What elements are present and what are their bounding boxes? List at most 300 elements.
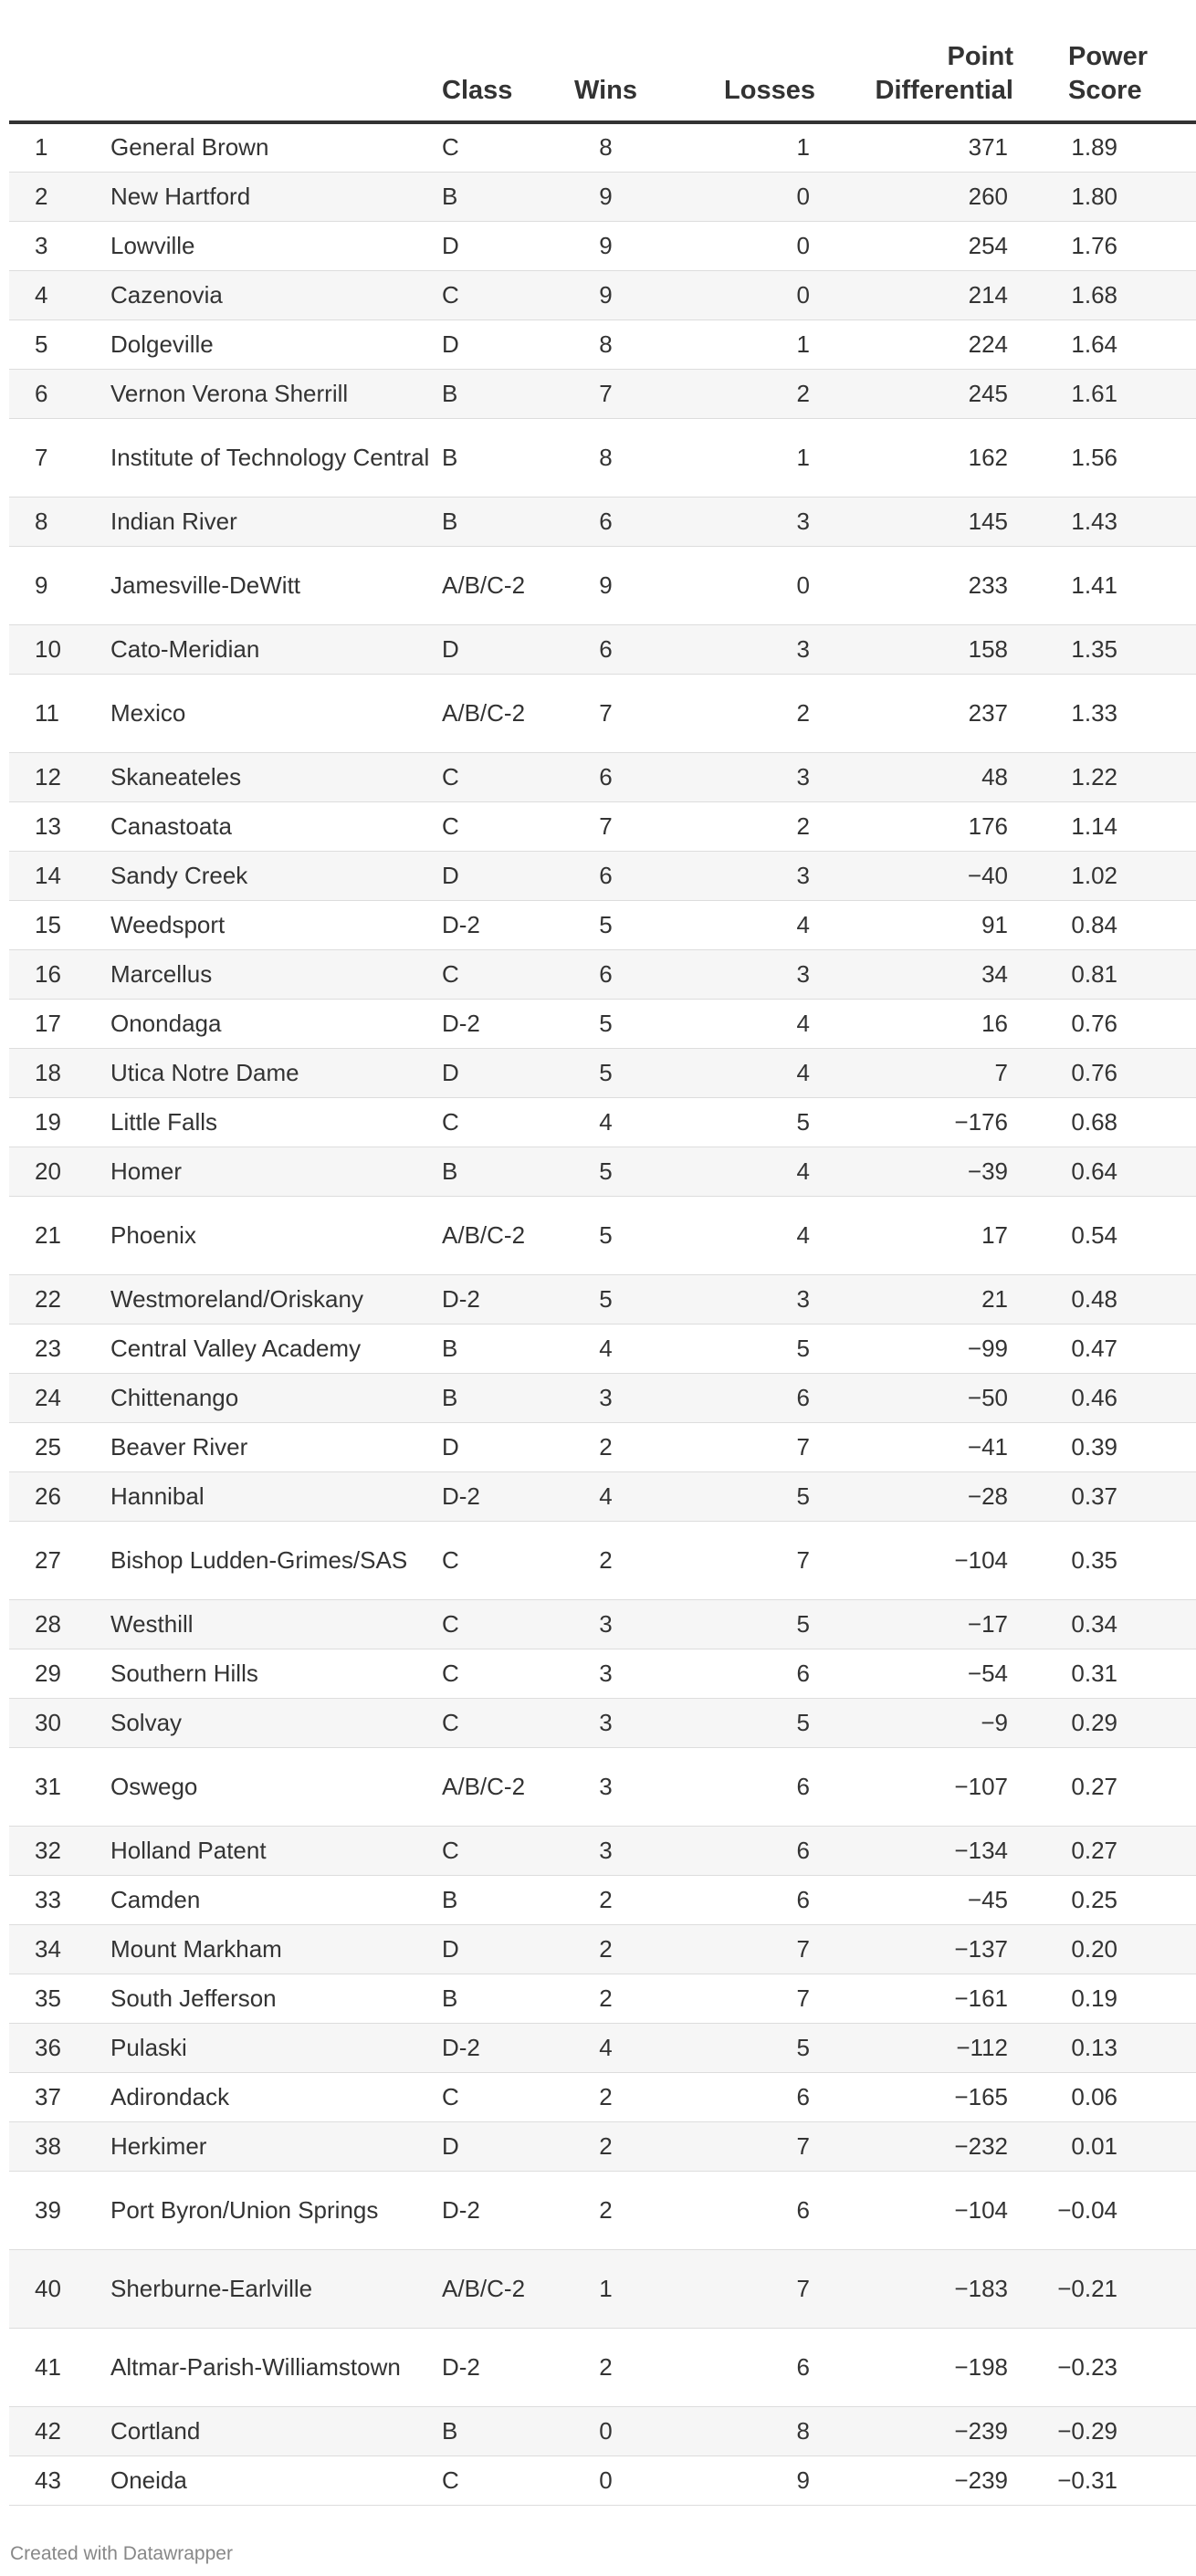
team-cell: Canastoata [110, 812, 232, 840]
class-cell: D-2 [442, 2352, 480, 2381]
wins-cell: 3 [599, 1383, 613, 1411]
table-row [9, 1048, 1196, 1097]
point-differential-cell: 16 [981, 1009, 1008, 1037]
wins-cell: 8 [599, 133, 613, 162]
table-row [9, 1274, 1196, 1324]
power-score-cell: 0.76 [1071, 1058, 1117, 1086]
point-differential-cell: −104 [954, 2195, 1008, 2224]
team-cell: New Hartford [110, 182, 251, 210]
rank-cell: 41 [35, 2352, 61, 2381]
rank-cell: 17 [35, 1009, 61, 1037]
class-cell: D [442, 1934, 459, 1963]
wins-cell: 2 [599, 1545, 613, 1574]
rank-cell: 22 [35, 1284, 61, 1313]
rank-cell: 25 [35, 1432, 61, 1461]
power-score-cell: −0.04 [1057, 2195, 1117, 2224]
table-row [9, 1471, 1196, 1521]
team-cell: Oneida [110, 2466, 187, 2494]
team-cell: Central Valley Academy [110, 1334, 362, 1362]
wins-cell: 6 [599, 959, 613, 988]
point-differential-cell: −104 [954, 1545, 1008, 1574]
rank-cell: 1 [35, 133, 48, 162]
table-row [9, 1974, 1196, 2023]
class-cell: C [442, 1609, 459, 1638]
team-cell: Adirondack [110, 2082, 230, 2110]
power-score-cell: −0.21 [1057, 2274, 1117, 2302]
power-score-cell: 1.14 [1071, 812, 1117, 840]
table-row [9, 999, 1196, 1048]
table-row [9, 1649, 1196, 1698]
team-cell: Utica Notre Dame [110, 1058, 299, 1086]
power-score-cell: 0.64 [1071, 1157, 1117, 1185]
wins-cell: 9 [599, 571, 613, 599]
power-score-cell: 0.27 [1071, 1836, 1117, 1864]
wins-cell: 2 [599, 2195, 613, 2224]
wins-cell: 5 [599, 1220, 613, 1249]
point-differential-cell: 371 [968, 133, 1008, 162]
class-cell: A/B/C-2 [442, 571, 526, 599]
wins-cell: 2 [599, 1934, 613, 1963]
wins-cell: 3 [599, 1772, 613, 1800]
power-score-cell: 1.64 [1071, 330, 1117, 358]
rank-cell: 26 [35, 1482, 61, 1510]
point-differential-cell: −40 [967, 861, 1008, 889]
losses-cell: 4 [796, 1220, 810, 1249]
losses-cell: 5 [796, 1482, 810, 1510]
team-cell: Skaneateles [110, 762, 242, 791]
table-row [9, 2328, 1196, 2406]
team-cell: Indian River [110, 507, 237, 535]
wins-cell: 7 [599, 379, 613, 407]
rank-cell: 30 [35, 1708, 61, 1736]
table-row [9, 624, 1196, 674]
wins-cell: 2 [599, 2352, 613, 2381]
losses-cell: 7 [796, 1545, 810, 1574]
class-cell: D [442, 634, 459, 663]
wins-cell: 4 [599, 2033, 613, 2061]
point-differential-cell: 21 [981, 1284, 1008, 1313]
rank-cell: 21 [35, 1220, 61, 1249]
class-cell: D [442, 330, 459, 358]
power-score-cell: 0.01 [1071, 2131, 1117, 2160]
table-row [9, 2171, 1196, 2249]
rank-cell: 32 [35, 1836, 61, 1864]
losses-cell: 1 [796, 330, 810, 358]
class-cell: D [442, 231, 459, 259]
class-cell: B [442, 182, 458, 210]
rank-cell: 35 [35, 1984, 61, 2012]
wins-cell: 6 [599, 861, 613, 889]
power-score-cell: 1.68 [1071, 280, 1117, 309]
class-cell: A/B/C-2 [442, 698, 526, 727]
class-cell: C [442, 1708, 459, 1736]
table-row [9, 1373, 1196, 1422]
wins-cell: 8 [599, 330, 613, 358]
table-row [9, 2456, 1196, 2505]
rank-cell: 33 [35, 1885, 61, 1913]
losses-cell: 7 [796, 2131, 810, 2160]
table-row [9, 949, 1196, 999]
table-row [9, 319, 1196, 369]
point-differential-cell: −41 [967, 1432, 1008, 1461]
team-cell: Beaver River [110, 1432, 248, 1461]
class-cell: B [442, 443, 458, 471]
team-cell: Weedsport [110, 910, 226, 938]
table-row [9, 2121, 1196, 2171]
rank-cell: 29 [35, 1659, 61, 1687]
table-row [9, 270, 1196, 319]
wins-cell: 9 [599, 280, 613, 309]
point-differential-cell: −54 [967, 1659, 1008, 1687]
point-differential-cell: −165 [954, 2082, 1008, 2110]
team-cell: Dolgeville [110, 330, 214, 358]
power-score-cell: 0.27 [1071, 1772, 1117, 1800]
team-cell: Camden [110, 1885, 201, 1913]
point-differential-cell: −176 [954, 1107, 1008, 1136]
class-cell: D [442, 861, 459, 889]
wins-cell: 6 [599, 507, 613, 535]
table-row [9, 221, 1196, 270]
table-row [9, 1599, 1196, 1649]
rank-cell: 6 [35, 379, 48, 407]
losses-cell: 3 [796, 959, 810, 988]
power-score-cell: 0.34 [1071, 1609, 1117, 1638]
power-score-cell: 0.68 [1071, 1107, 1117, 1136]
power-score-cell: 0.54 [1071, 1220, 1117, 1249]
wins-cell: 4 [599, 1107, 613, 1136]
rank-cell: 37 [35, 2082, 61, 2110]
wins-cell: 0 [599, 2466, 613, 2494]
team-cell: Cato-Meridian [110, 634, 260, 663]
point-differential-cell: −183 [954, 2274, 1008, 2302]
wins-cell: 5 [599, 1157, 613, 1185]
wins-cell: 3 [599, 1659, 613, 1687]
wins-cell: 2 [599, 2082, 613, 2110]
rank-cell: 40 [35, 2274, 61, 2302]
rank-cell: 39 [35, 2195, 61, 2224]
table-row [9, 801, 1196, 851]
power-score-cell: 0.31 [1071, 1659, 1117, 1687]
team-cell: Cazenovia [110, 280, 223, 309]
table-row [9, 2072, 1196, 2121]
team-cell: Westmoreland/Oriskany [110, 1284, 363, 1313]
power-score-cell: 1.41 [1071, 571, 1117, 599]
losses-cell: 1 [796, 133, 810, 162]
point-differential-cell: 260 [968, 182, 1008, 210]
wins-cell: 7 [599, 698, 613, 727]
class-cell: C [442, 280, 459, 309]
power-score-cell: 0.13 [1071, 2033, 1117, 2061]
rank-cell: 12 [35, 762, 61, 791]
team-cell: Holland Patent [110, 1836, 267, 1864]
wins-cell: 9 [599, 231, 613, 259]
power-score-cell: 0.25 [1071, 1885, 1117, 1913]
header-losses: Losses [666, 0, 815, 122]
point-differential-cell: 233 [968, 571, 1008, 599]
table-row [9, 900, 1196, 949]
losses-cell: 3 [796, 1284, 810, 1313]
losses-cell: 5 [796, 1334, 810, 1362]
team-cell: Altmar-Parish-Williamstown [110, 2352, 401, 2381]
class-cell: B [442, 379, 458, 407]
point-differential-cell: 176 [968, 812, 1008, 840]
class-cell: A/B/C-2 [442, 1220, 526, 1249]
losses-cell: 4 [796, 1009, 810, 1037]
point-differential-cell: −232 [954, 2131, 1008, 2160]
losses-cell: 1 [796, 443, 810, 471]
team-cell: Southern Hills [110, 1659, 258, 1687]
losses-cell: 6 [796, 1772, 810, 1800]
wins-cell: 4 [599, 1334, 613, 1362]
power-score-cell: 0.39 [1071, 1432, 1117, 1461]
wins-cell: 3 [599, 1609, 613, 1638]
class-cell: B [442, 507, 458, 535]
losses-cell: 2 [796, 698, 810, 727]
rank-cell: 28 [35, 1609, 61, 1638]
power-score-cell: 0.06 [1071, 2082, 1117, 2110]
rank-cell: 43 [35, 2466, 61, 2494]
team-cell: Hannibal [110, 1482, 205, 1510]
table-row [9, 1097, 1196, 1147]
losses-cell: 3 [796, 634, 810, 663]
point-differential-cell: 145 [968, 507, 1008, 535]
wins-cell: 2 [599, 2131, 613, 2160]
class-cell: C [442, 1659, 459, 1687]
datawrapper-credit: Created with Datawrapper [10, 2543, 233, 2564]
wins-cell: 5 [599, 910, 613, 938]
power-score-cell: −0.23 [1057, 2352, 1117, 2381]
point-differential-cell: 245 [968, 379, 1008, 407]
class-cell: B [442, 1157, 458, 1185]
losses-cell: 0 [796, 571, 810, 599]
losses-cell: 9 [796, 2466, 810, 2494]
rank-cell: 19 [35, 1107, 61, 1136]
rank-cell: 4 [35, 280, 48, 309]
power-score-cell: −0.29 [1057, 2416, 1117, 2445]
table-header-row [9, 0, 1196, 122]
losses-cell: 6 [796, 2195, 810, 2224]
rankings-table-container [9, 0, 1149, 2506]
rank-cell: 27 [35, 1545, 61, 1574]
class-cell: A/B/C-2 [442, 1772, 526, 1800]
power-score-cell: 1.43 [1071, 507, 1117, 535]
team-cell: Sherburne-Earlville [110, 2274, 313, 2302]
rank-cell: 15 [35, 910, 61, 938]
class-cell: B [442, 1334, 458, 1362]
wins-cell: 5 [599, 1009, 613, 1037]
table-row [9, 2249, 1196, 2328]
class-cell: C [442, 959, 459, 988]
point-differential-cell: −137 [954, 1934, 1008, 1963]
rank-cell: 23 [35, 1334, 61, 1362]
class-cell: D-2 [442, 2195, 480, 2224]
table-row [9, 1747, 1196, 1826]
table-row [9, 1698, 1196, 1747]
losses-cell: 7 [796, 1984, 810, 2012]
table-row [9, 1196, 1196, 1274]
point-differential-cell: −198 [954, 2352, 1008, 2381]
team-cell: Institute of Technology Central [110, 443, 430, 471]
power-score-cell: 0.46 [1071, 1383, 1117, 1411]
rank-cell: 24 [35, 1383, 61, 1411]
losses-cell: 6 [796, 2082, 810, 2110]
rank-cell: 2 [35, 182, 48, 210]
header-point-differential: Point Differential [815, 0, 1013, 122]
table-row [9, 172, 1196, 221]
wins-cell: 9 [599, 182, 613, 210]
point-differential-cell: 254 [968, 231, 1008, 259]
losses-cell: 6 [796, 1885, 810, 1913]
power-score-cell: 0.37 [1071, 1482, 1117, 1510]
class-cell: B [442, 2416, 458, 2445]
point-differential-cell: −239 [954, 2466, 1008, 2494]
point-differential-cell: 214 [968, 280, 1008, 309]
team-cell: Onondaga [110, 1009, 222, 1037]
rank-cell: 14 [35, 861, 61, 889]
table-row [9, 1521, 1196, 1599]
class-cell: C [442, 133, 459, 162]
header-wins: Wins [545, 0, 666, 122]
table-row [9, 546, 1196, 624]
class-cell: C [442, 1836, 459, 1864]
class-cell: C [442, 2466, 459, 2494]
table-row [9, 497, 1196, 546]
class-cell: D-2 [442, 1482, 480, 1510]
wins-cell: 6 [599, 634, 613, 663]
losses-cell: 5 [796, 1609, 810, 1638]
table-row [9, 418, 1196, 497]
rank-cell: 11 [35, 698, 59, 727]
losses-cell: 2 [796, 812, 810, 840]
rankings-table [9, 0, 1196, 2506]
rank-cell: 10 [35, 634, 61, 663]
rank-cell: 20 [35, 1157, 61, 1185]
power-score-cell: 0.35 [1071, 1545, 1117, 1574]
team-cell: Oswego [110, 1772, 198, 1800]
class-cell: D [442, 1432, 459, 1461]
rank-cell: 38 [35, 2131, 61, 2160]
point-differential-cell: −107 [954, 1772, 1008, 1800]
header-rank [9, 0, 110, 122]
wins-cell: 3 [599, 1708, 613, 1736]
point-differential-cell: −99 [967, 1334, 1008, 1362]
losses-cell: 5 [796, 2033, 810, 2061]
point-differential-cell: −45 [967, 1885, 1008, 1913]
rank-cell: 31 [35, 1772, 61, 1800]
point-differential-cell: −112 [956, 2033, 1008, 2061]
point-differential-cell: 224 [968, 330, 1008, 358]
team-cell: Westhill [110, 1609, 194, 1638]
losses-cell: 7 [796, 1934, 810, 1963]
rank-cell: 34 [35, 1934, 61, 1963]
rank-cell: 8 [35, 507, 48, 535]
wins-cell: 2 [599, 1885, 613, 1913]
point-differential-cell: −39 [967, 1157, 1008, 1185]
power-score-cell: 0.47 [1071, 1334, 1117, 1362]
losses-cell: 6 [796, 1836, 810, 1864]
wins-cell: 5 [599, 1058, 613, 1086]
power-score-cell: 0.20 [1071, 1934, 1117, 1963]
power-score-cell: 1.89 [1071, 133, 1117, 162]
class-cell: C [442, 1107, 459, 1136]
table-row [9, 122, 1196, 172]
team-cell: Sandy Creek [110, 861, 248, 889]
wins-cell: 5 [599, 1284, 613, 1313]
class-cell: B [442, 1885, 458, 1913]
table-body [9, 122, 1196, 2505]
losses-cell: 3 [796, 507, 810, 535]
power-score-cell: 1.56 [1071, 443, 1117, 471]
losses-cell: 0 [796, 182, 810, 210]
wins-cell: 7 [599, 812, 613, 840]
point-differential-cell: 34 [981, 959, 1008, 988]
losses-cell: 7 [796, 1432, 810, 1461]
point-differential-cell: 48 [981, 762, 1008, 791]
class-cell: C [442, 762, 459, 791]
team-cell: Mount Markham [110, 1934, 282, 1963]
losses-cell: 8 [796, 2416, 810, 2445]
team-cell: Jamesville-DeWitt [110, 571, 301, 599]
power-score-cell: 0.76 [1071, 1009, 1117, 1037]
power-score-cell: −0.31 [1057, 2466, 1117, 2494]
table-row [9, 752, 1196, 801]
team-cell: Homer [110, 1157, 183, 1185]
power-score-cell: 1.22 [1071, 762, 1117, 791]
class-cell: B [442, 1984, 458, 2012]
point-differential-cell: 17 [981, 1220, 1008, 1249]
point-differential-cell: 7 [994, 1058, 1008, 1086]
table-row [9, 851, 1196, 900]
losses-cell: 6 [796, 1383, 810, 1411]
team-cell: Cortland [110, 2416, 201, 2445]
wins-cell: 2 [599, 1432, 613, 1461]
point-differential-cell: 158 [968, 634, 1008, 663]
rank-cell: 13 [35, 812, 61, 840]
rank-cell: 36 [35, 2033, 61, 2061]
wins-cell: 0 [599, 2416, 613, 2445]
point-differential-cell: 91 [981, 910, 1008, 938]
rank-cell: 16 [35, 959, 61, 988]
losses-cell: 6 [796, 2352, 810, 2381]
class-cell: C [442, 2082, 459, 2110]
wins-cell: 8 [599, 443, 613, 471]
losses-cell: 3 [796, 861, 810, 889]
table-row [9, 1147, 1196, 1196]
table-row [9, 2406, 1196, 2456]
table-row [9, 1422, 1196, 1471]
power-score-cell: 1.35 [1071, 634, 1117, 663]
rank-cell: 7 [35, 443, 48, 471]
power-score-cell: 0.19 [1071, 1984, 1117, 2012]
class-cell: D [442, 2131, 459, 2160]
wins-cell: 6 [599, 762, 613, 791]
power-score-cell: 1.33 [1071, 698, 1117, 727]
table-row [9, 1324, 1196, 1373]
wins-cell: 1 [599, 2274, 613, 2302]
losses-cell: 0 [796, 231, 810, 259]
team-cell: Pulaski [110, 2033, 187, 2061]
table-row [9, 674, 1196, 752]
table-row [9, 369, 1196, 418]
power-score-cell: 0.84 [1071, 910, 1117, 938]
power-score-cell: 1.76 [1071, 231, 1117, 259]
losses-cell: 5 [796, 1107, 810, 1136]
point-differential-cell: −28 [967, 1482, 1008, 1510]
header-team [110, 0, 442, 122]
point-differential-cell: 237 [968, 698, 1008, 727]
point-differential-cell: −134 [954, 1836, 1008, 1864]
losses-cell: 2 [796, 379, 810, 407]
